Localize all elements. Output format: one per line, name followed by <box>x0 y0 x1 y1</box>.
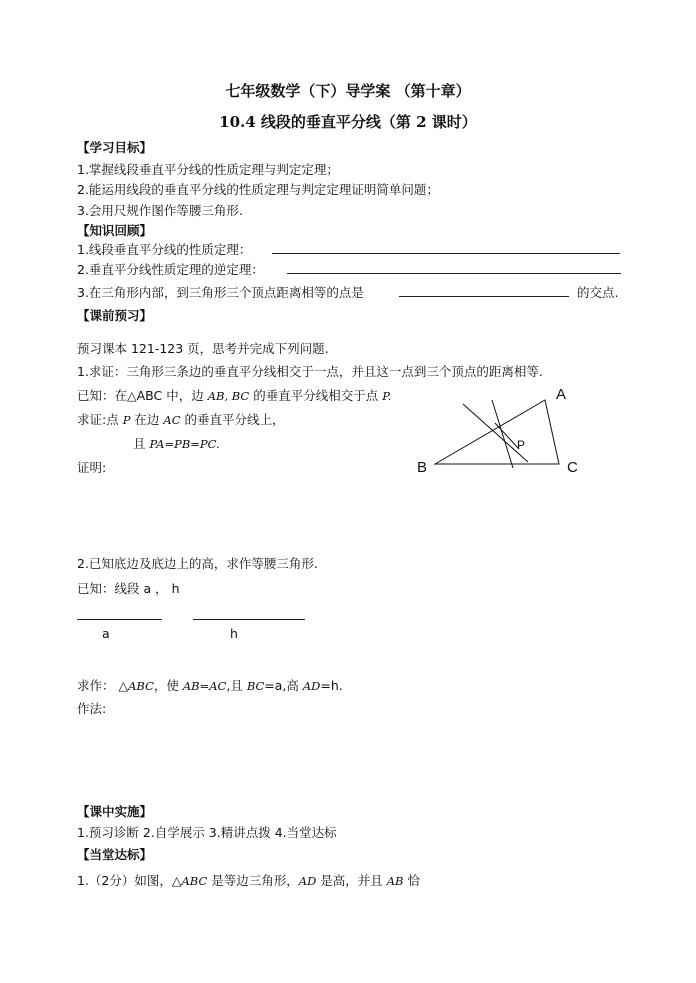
segment-a <box>77 619 162 620</box>
perpendicular-bisector-bc <box>492 400 513 468</box>
review-question-3: 3.在三角形内部，到三角形三个顶点距离相等的点是 <box>77 285 364 300</box>
vertex-label-b: B <box>417 459 428 476</box>
triangle-figure <box>410 380 590 480</box>
vertex-label-a: A <box>556 386 567 403</box>
preview-intro: 预习课本 121-123 页，思考并完成下列问题. <box>77 341 329 356</box>
problem-1-prove: 求证:点 P 在边 AC 的垂直平分线上， <box>77 412 285 427</box>
review-question-1: 1.线段垂直平分线的性质定理： <box>77 242 252 257</box>
segment-h <box>193 619 305 620</box>
problem-2-find: 求作： △ABC，使 AB=AC,且 BC=a,高 AD=h. <box>77 678 343 693</box>
in-class-heading: 【课中实施】 <box>77 804 153 819</box>
proof-label: 证明: <box>77 460 107 475</box>
review-question-2: 2.垂直平分线性质定理的逆定理： <box>77 262 264 277</box>
page-title: 七年级数学（下）导学案 （第十章） <box>225 82 471 100</box>
vertex-label-c: C <box>567 459 578 476</box>
answer-blank[interactable] <box>272 253 620 254</box>
objectives-heading: 【学习目标】 <box>77 140 153 155</box>
lesson-title: 10.4 线段的垂直平分线（第 2 课时） <box>219 113 477 131</box>
assessment-heading: 【当堂达标】 <box>77 847 153 862</box>
segment-h-label: h <box>230 626 238 641</box>
triangle-abc <box>435 400 559 464</box>
review-question-3-end: 的交点. <box>577 285 619 300</box>
problem-1-prove-cont: 且 PA=PB=PC. <box>133 436 220 451</box>
objective-item: 2.能运用线段的垂直平分线的性质定理与判定定理证明简单问题； <box>77 182 439 197</box>
method-label: 作法: <box>77 701 107 716</box>
objective-item: 3.会用尺规作图作等腰三角形. <box>77 203 243 218</box>
problem-2-given: 已知：线段 a ， h <box>77 581 180 596</box>
point-label-p: P <box>517 438 526 452</box>
problem-1-given: 已知：在△ABC 中，边 AB, BC 的垂直平分线相交于点 P. <box>77 388 392 403</box>
preview-heading: 【课前预习】 <box>77 308 153 323</box>
answer-blank[interactable] <box>399 296 569 297</box>
review-heading: 【知识回顾】 <box>77 223 153 238</box>
problem-1-statement: 1.求证：三角形三条边的垂直平分线相交于一点，并且这一点到三个顶点的距离相等. <box>77 364 543 379</box>
segment-a-label: a <box>102 626 110 641</box>
objective-item: 1.掌握线段垂直平分线的性质定理与判定定理； <box>77 162 339 177</box>
in-class-steps: 1.预习诊断 2.自学展示 3.精讲点拨 4.当堂达标 <box>77 825 337 840</box>
answer-blank[interactable] <box>287 273 621 274</box>
problem-2-statement: 2.已知底边及底边上的高，求作等腰三角形. <box>77 556 318 571</box>
assessment-question-1: 1.（2分）如图，△ABC 是等边三角形，AD 是高，并且 AB 恰 <box>77 873 420 888</box>
